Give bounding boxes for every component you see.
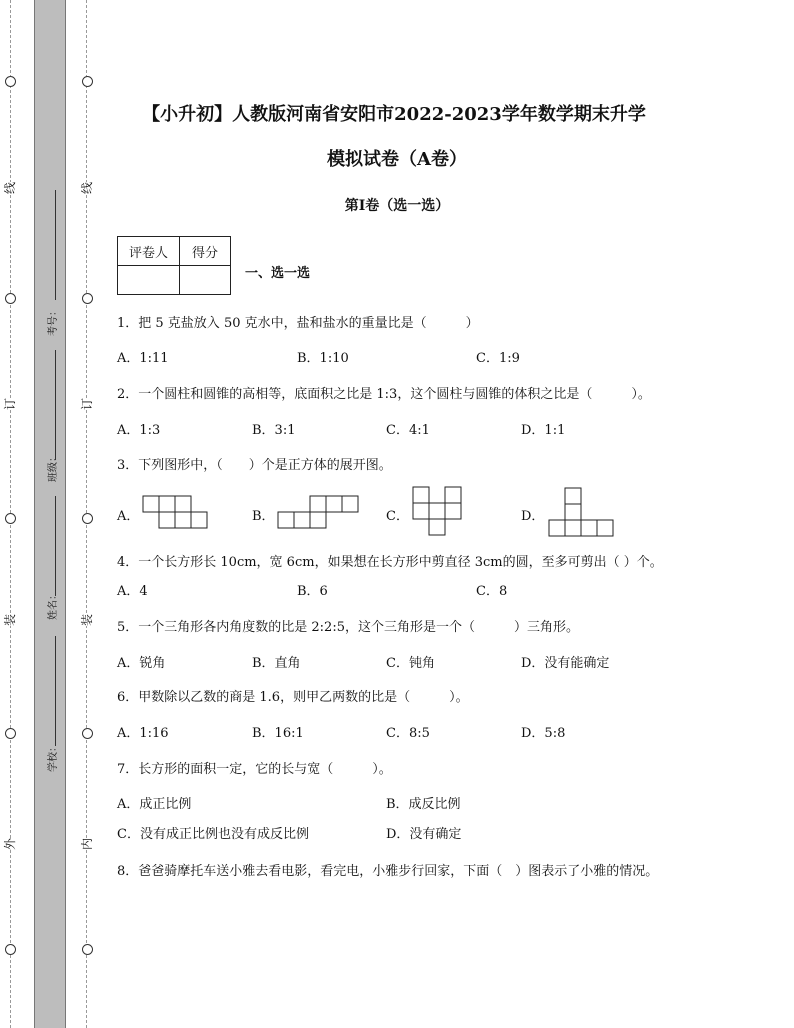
cube-net-figure-d [548, 487, 614, 537]
q2-option-b[interactable]: B．3:1 [252, 423, 296, 438]
q3-option-c[interactable]: C． [386, 509, 409, 524]
field-label-name: 姓名： [48, 590, 59, 620]
q7-option-c[interactable]: C．没有成正比例也没有成反比例 [117, 827, 309, 842]
part-label: 一、选一选 [245, 266, 311, 281]
margin-char: 外 [3, 837, 18, 851]
field-label-school: 学校： [48, 742, 59, 772]
question-6: 6．甲数除以乙数的商是 1.6，则甲乙两数的比是（ ）。 [117, 690, 469, 705]
binding-hole [82, 513, 93, 524]
q2-option-a[interactable]: A．1:3 [117, 423, 161, 438]
q7-option-a[interactable]: A．成正比例 [117, 797, 192, 812]
section-heading: 第Ⅰ卷（选一选） [344, 198, 450, 214]
q6-option-a[interactable]: A．1:16 [117, 726, 169, 741]
question-8: 8．爸爸骑摩托车送小雅去看电影，看完电，小雅步行回家，下面（ ）图表示了小雅的情况。 [117, 864, 659, 879]
margin-char: 装 [80, 613, 95, 627]
question-3: 3．下列图形中，（ ）个是正方体的展开图。 [117, 458, 392, 473]
q5-option-b[interactable]: B．直角 [252, 656, 301, 671]
margin-char: 线 [80, 181, 95, 195]
field-label-class: 班级： [48, 452, 59, 482]
q4-option-c[interactable]: C．8 [476, 584, 508, 599]
binding-hole [5, 513, 16, 524]
question-7: 7．长方形的面积一定，它的长与宽（ ）。 [117, 762, 392, 777]
question-5: 5．一个三角形各内角度数的比是 2:2:5，这个三角形是一个（ ）三角形。 [117, 620, 579, 635]
field-line [55, 636, 56, 746]
binding-hole [5, 293, 16, 304]
margin-char: 内 [80, 837, 95, 851]
score-box [117, 236, 231, 295]
q1-option-c[interactable]: C．1:9 [476, 351, 520, 366]
question-1: 1．把 5 克盐放入 50 克水中，盐和盐水的重量比是（ ） [117, 316, 479, 331]
field-line [55, 496, 56, 596]
score-box-grader-cell[interactable] [118, 266, 180, 295]
margin-char: 装 [3, 613, 18, 627]
score-box-score-cell[interactable] [180, 266, 231, 295]
q1-option-a[interactable]: A．1:11 [117, 351, 169, 366]
score-box-header-score: 得分 [180, 237, 231, 266]
q6-option-c[interactable]: C．8:5 [386, 726, 430, 741]
margin-char: 订 [80, 397, 95, 411]
q5-option-d[interactable]: D．没有能确定 [521, 656, 610, 671]
exam-subtitle: 模拟试卷（A卷） [327, 149, 467, 170]
q6-option-d[interactable]: D．5:8 [521, 726, 566, 741]
q2-option-d[interactable]: D．1:1 [521, 423, 566, 438]
q7-option-b[interactable]: B．成反比例 [386, 797, 461, 812]
q4-option-b[interactable]: B．6 [297, 584, 328, 599]
field-line [55, 350, 56, 460]
field-label-exam-number: 考号： [48, 306, 59, 336]
margin-char: 线 [3, 181, 18, 195]
exam-title: 【小升初】人教版河南省安阳市2022-2023学年数学期末升学 [142, 104, 646, 125]
binding-hole [82, 944, 93, 955]
question-4: 4．一个长方形长 10cm，宽 6cm，如果想在长方形中剪直径 3cm的圆，至多可剪出（ ）个。 [117, 555, 663, 570]
cube-net-figure-b [277, 495, 359, 529]
binding-hole [82, 728, 93, 739]
binding-hole [82, 76, 93, 87]
q7-option-d[interactable]: D．没有确定 [386, 827, 462, 842]
binding-hole [5, 728, 16, 739]
score-box-header-grader: 评卷人 [118, 237, 180, 266]
q5-option-a[interactable]: A．锐角 [117, 656, 166, 671]
q1-option-b[interactable]: B．1:10 [297, 351, 349, 366]
cube-net-figure-a [142, 495, 208, 529]
margin-char: 订 [3, 397, 18, 411]
q3-option-a[interactable]: A． [117, 509, 140, 524]
q2-option-c[interactable]: C．4:1 [386, 423, 430, 438]
q4-option-a[interactable]: A．4 [117, 584, 148, 599]
q5-option-c[interactable]: C．钝角 [386, 656, 435, 671]
q6-option-b[interactable]: B．16:1 [252, 726, 304, 741]
binding-hole [5, 76, 16, 87]
binding-hole [5, 944, 16, 955]
question-2: 2．一个圆柱和圆锥的高相等，底面积之比是 1:3，这个圆柱与圆锥的体积之比是（ ）。 [117, 387, 651, 402]
q3-option-d[interactable]: D． [521, 509, 545, 524]
binding-hole [82, 293, 93, 304]
q3-option-b[interactable]: B． [252, 509, 275, 524]
cube-net-figure-c [412, 486, 462, 536]
